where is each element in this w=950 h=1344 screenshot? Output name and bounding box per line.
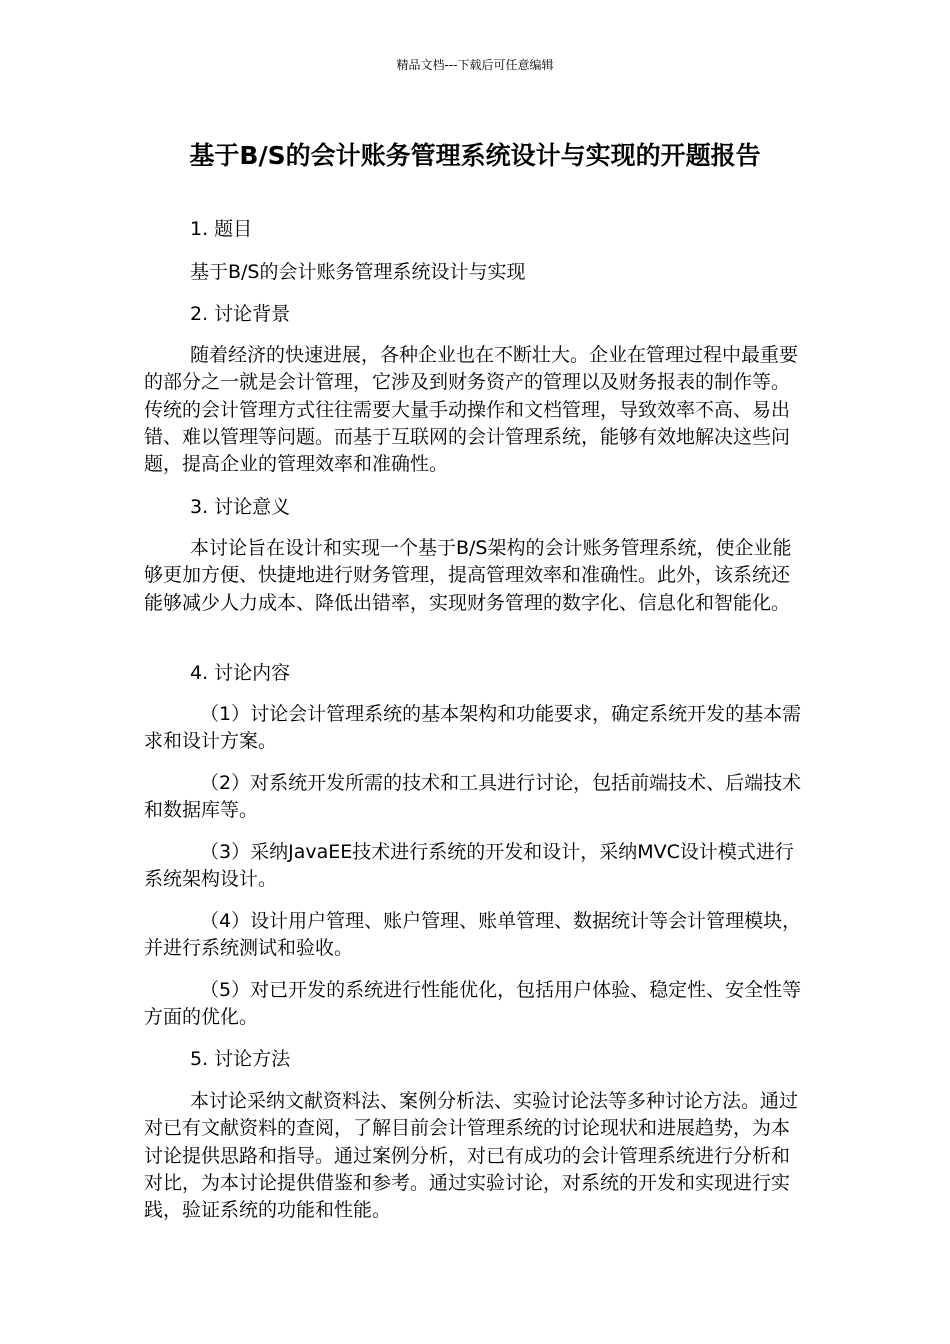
- section-heading-4: 4. 讨论内容: [190, 662, 291, 684]
- content-item-3: （3）采纳JavaEE技术进行系统的开发和设计，采纳MVC设计模式进行系统架构设计。: [144, 841, 794, 891]
- content-item-2: （2）对系统开发所需的技术和工具进行讨论，包括前端技术、后端技术和数据库等。: [144, 772, 802, 822]
- document-title: 基于B/S的会计账务管理系统设计与实现的开题报告: [189, 141, 761, 170]
- significance-paragraph: 本讨论旨在设计和实现一个基于B/S架构的会计账务管理系统，使企业能够更加方便、快捷地进行财务管理，提高管理效率和准确性。此外，该系统还能够减少人力成本、降低出错率，实现财务管理的数字化、信息化和智能化。: [144, 537, 792, 614]
- content-item-4: （4）设计用户管理、账户管理、账单管理、数据统计等会计管理模块，并进行系统测试和验收。: [144, 910, 802, 960]
- content-item-5: （5）对已开发的系统进行性能优化，包括用户体验、稳定性、安全性等方面的优化。: [144, 979, 802, 1029]
- section-heading-1: 1. 题目: [190, 218, 253, 240]
- background-paragraph: 随着经济的快速进展，各种企业也在不断壮大。企业在管理过程中最重要的部分之一就是会计管理，它涉及到财务资产的管理以及财务报表的制作等。传统的会计管理方式往往需要大量手动操作和文档管理，导致效率不高、易出错、难以管理等问题。而基于互联网的会计管理系统，能够有效地解决这些问题，提高企业的管理效率和准确性。: [144, 344, 799, 476]
- section-heading-3: 3. 讨论意义: [190, 496, 291, 518]
- method-paragraph: 本讨论采纳文献资料法、案例分析法、实验讨论法等多种讨论方法。通过对已有文献资料的查阅，了解目前会计管理系统的讨论现状和进展趋势，为本讨论提供思路和指导。通过案例分析，对已有成功的会计管理系统进行分析和对比，为本讨论提供借鉴和参考。通过实验讨论，对系统的开发和实现进行实践，验证系统的功能和性能。: [144, 1090, 799, 1222]
- section-heading-2: 2. 讨论背景: [190, 303, 291, 325]
- content-item-1: （1）讨论会计管理系统的基本架构和功能要求，确定系统开发的基本需求和设计方案。: [144, 703, 802, 753]
- page-header: 精品文档---下载后可任意编辑: [396, 58, 554, 72]
- section-heading-5: 5. 讨论方法: [190, 1048, 291, 1070]
- topic-text: 基于B/S的会计账务管理系统设计与实现: [190, 261, 526, 283]
